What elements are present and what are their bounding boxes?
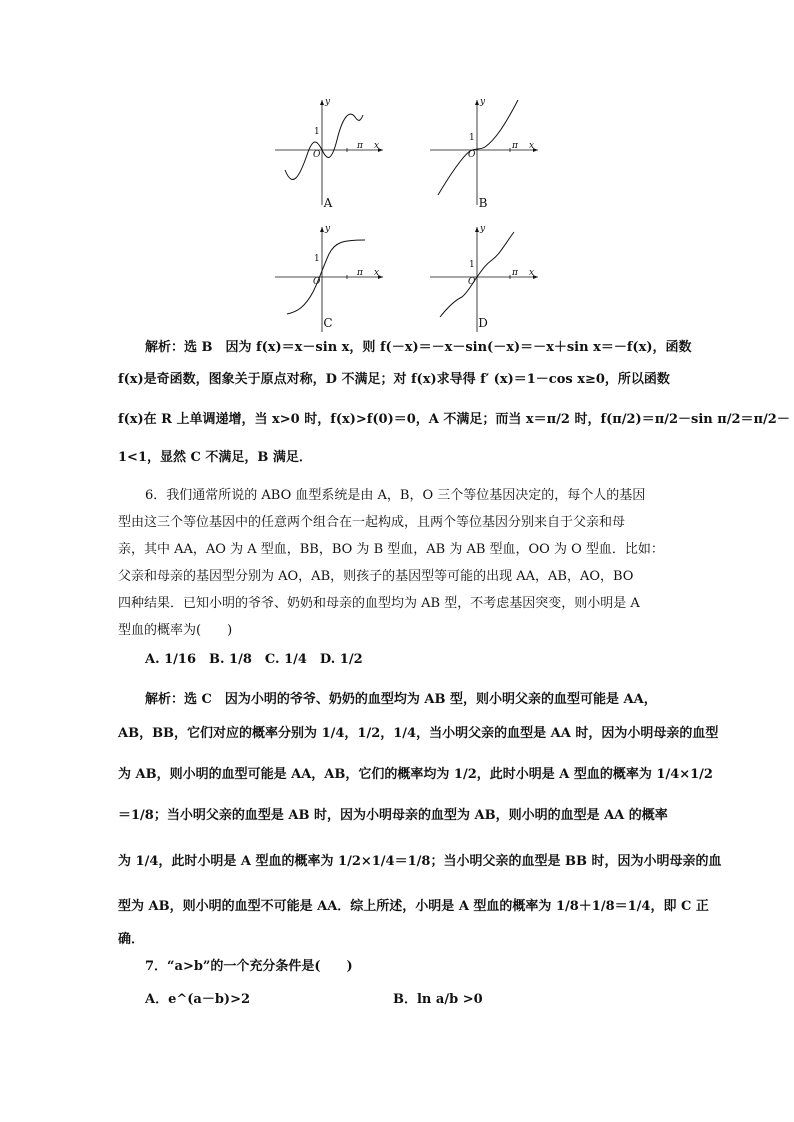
q6-line5: 四种结果．已知小明的爷爷、奶奶和母亲的血型均为 AB 型，不考虑基因突变，则小明是 A (118, 596, 640, 611)
y-axis-label: y (325, 224, 331, 234)
q6-line1: 6．我们通常所说的 ABO 血型系统是由 A，B，O 三个等位基因决定的，每个人的基因 (145, 488, 646, 503)
graph-c-caption: C (323, 316, 333, 330)
pi-tick-label: π (357, 141, 363, 151)
analysis6-line3: 为 AB，则小明的血型可能是 AA，AB，它们的概率均为 1/2，此时小明是 A 型血的概率为 1/4×1/2 (118, 767, 713, 782)
y-axis-label: y (480, 97, 486, 107)
q6-options: A. 1/16 B. 1/8 C. 1/4 D. 1/2 (145, 652, 363, 667)
analysis6-line2: AB，BB，它们对应的概率分别为 1/4，1/2，1/4，当小明父亲的血型是 AA 时，因为小明母亲的血型 (118, 726, 719, 741)
graph-a-caption: A (323, 196, 333, 210)
origin-label: O (468, 277, 476, 287)
pi-tick-label: π (357, 268, 363, 278)
q6-line3: 亲，其中 AA，AO 为 A 型血，BB，BO 为 B 型血，AB 为 AB 型血，OO 为 O 型血．比如： (118, 542, 664, 557)
tick-one: 1 (469, 260, 475, 270)
x-axis-label: x (529, 268, 535, 278)
y-axis-label: y (480, 224, 486, 234)
q6-line4: 父亲和母亲的基因型分别为 AO，AB，则孩子的基因型等可能的出现 AA，AB，AO，BO (118, 569, 634, 584)
analysis6-line5: 为 1/4，此时小明是 A 型血的概率为 1/2×1/4＝1/8；当小明父亲的血型是 BB 时，因为小明母亲的血 (118, 854, 722, 869)
analysis6-line7: 确． (118, 932, 145, 947)
x-axis-label: x (529, 141, 535, 151)
analysis5-line3: f(x)在 R 上单调递增，当 x>0 时，f(x)>f(0)＝0，A 不满足；而当 x＝π/2 时，f(π/2)＝π/2－sin π/2＝π/2－ (118, 412, 790, 427)
graph-b-plot (430, 95, 540, 205)
analysis6-line1: 解析：选 C 因为小明的爷爷、奶奶的血型均为 AB 型，则小明父亲的血型可能是 AA， (145, 692, 657, 707)
graph-d-caption: D (478, 316, 488, 330)
pi-tick-label: π (512, 268, 518, 278)
tick-one: 1 (314, 127, 320, 137)
origin-label: O (313, 277, 321, 287)
q7-option-b: B．ln a/b >0 (393, 992, 483, 1007)
graph-b-caption: B (478, 196, 488, 210)
pi-tick-label: π (512, 141, 518, 151)
graph-a (275, 95, 385, 205)
graph-a-plot (275, 95, 385, 205)
tick-one: 1 (314, 254, 320, 264)
y-axis-label: y (325, 97, 331, 107)
q6-line2: 型由这三个等位基因中的任意两个组合在一起构成，且两个等位基因分别来自于父亲和母 (118, 515, 626, 530)
tick-one: 1 (469, 133, 475, 143)
analysis5-line2: f(x)是奇函数，图象关于原点对称，D 不满足；对 f(x)求导得 f′ (x)＝1－cos x≥0，所以函数 (118, 372, 670, 387)
origin-label: O (468, 150, 476, 160)
analysis5-line4: 1<1，显然 C 不满足，B 满足． (118, 450, 312, 465)
graph-b (430, 95, 540, 205)
q7-stem: 7．“a>b”的一个充分条件是( ) (145, 959, 353, 974)
analysis5-line1: 解析：选 B 因为 f(x)＝x－sin x，则 f(－x)＝－x－sin(－x)＝－x＋sin x＝－f(x)，函数 (145, 340, 692, 355)
analysis6-line6: 型为 AB，则小明的血型不可能是 AA．综上所述，小明是 A 型血的概率为 1/8＋1/8＝1/4，即 C 正 (118, 899, 709, 914)
q7-option-a: A．e^(a－b)>2 (145, 992, 251, 1007)
x-axis-label: x (374, 268, 380, 278)
x-axis-label: x (374, 141, 380, 151)
analysis6-line4: ＝1/8；当小明父亲的血型是 AB 时，因为小明母亲的血型为 AB，则小明的血型是 AA 的概率 (118, 808, 668, 823)
q6-line6: 型血的概率为( ) (118, 623, 233, 638)
origin-label: O (313, 150, 321, 160)
